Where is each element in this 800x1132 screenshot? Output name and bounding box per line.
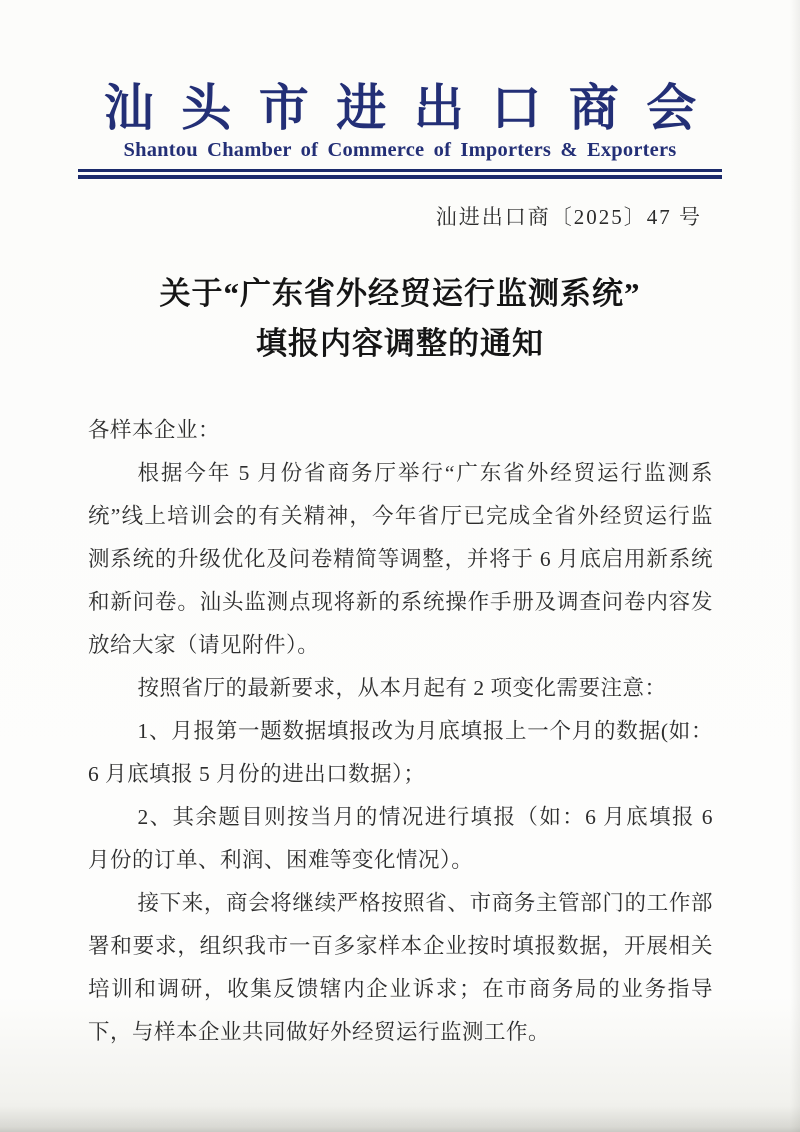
letterhead-double-rule [78,169,722,179]
document-title-line2: 填报内容调整的通知 [256,326,544,361]
org-name-english: Shantou Chamber of Commerce of Importers & Exporters [123,139,677,161]
paragraph-change-2: 2、其余题目则按当月的情况进行填报（如：6 月底填报 6 月份的订单、利润、困难等变化情况）。 [88,805,713,872]
scan-edge-shade [790,0,800,1132]
document-title [0,269,800,369]
org-name-chinese: 汕头市进出口商会 [103,80,724,136]
document-number: 汕进出口商〔2025〕47 号 [435,205,702,229]
salutation: 各样本企业： [88,418,221,442]
document-body [88,409,713,1054]
document-title-line1: 关于“广东省外经贸运行监测系统” [159,276,641,311]
paragraph-background: 根据今年 5 月份省商务厅举行“广东省外经贸运行监测系统”线上培训会的有关精神，今年省厅已完成全省外经贸运行监测系统的升级优化及问卷精简等调整，并将于 6 月底启用新系统和新问卷。汕头监测点现将新的系统操作手册及调查问卷内容发放给大家（请见附件）。 [88,461,713,657]
paragraph-closing: 接下来，商会将继续严格按照省、市商务主管部门的工作部署和要求，组织我市一百多家样本企业按时填报数据，开展相关培训和调研，收集反馈辖内企业诉求；在市商务局的业务指导下，与样本企业共同做好外经贸运行监测工作。 [88,891,713,1044]
paragraph-requirements-intro: 按照省厅的最新要求，从本月起有 2 项变化需要注意： [137,676,667,700]
paragraph-change-1: 1、月报第一题数据填报改为月底填报上一个月的数据(如：6 月底填报 5 月份的进出口数据）； [88,719,713,786]
scan-bottom-shadow [0,1106,800,1132]
